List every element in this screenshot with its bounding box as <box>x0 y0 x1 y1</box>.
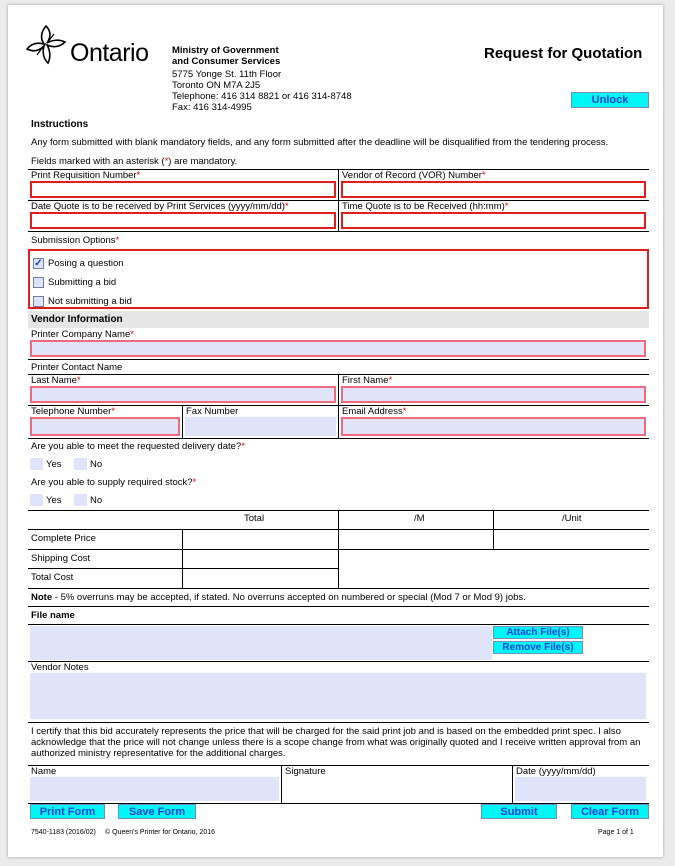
not-submitting-bid-label: Not submitting a bid <box>48 296 132 307</box>
page-number: Page 1 of 1 <box>598 829 634 836</box>
attach-files-button[interactable]: Attach File(s) <box>493 626 583 639</box>
delivery-yes-label: Yes <box>46 459 62 470</box>
complete-price-label: Complete Price <box>31 533 96 544</box>
vor-number-label: Vendor of Record (VOR) Number* <box>342 170 486 181</box>
form-number: 7540-1183 (2016/02) <box>31 829 96 836</box>
logo-wordmark: Ontario <box>70 39 149 67</box>
file-name-label: File name <box>31 610 75 621</box>
telephone-label: Telephone Number* <box>31 406 115 417</box>
date-quote-label: Date Quote is to be received by Print Services (yyyy/mm/dd)* <box>31 201 289 212</box>
fax-line: Fax: 416 314-4995 <box>172 102 252 113</box>
submission-options-label: Submission Options* <box>31 235 120 246</box>
email-label: Email Address* <box>342 406 407 417</box>
page-title: Request for Quotation <box>484 45 643 62</box>
stock-yes-checkbox[interactable] <box>30 494 43 506</box>
time-quote-input[interactable] <box>341 212 646 229</box>
save-form-button[interactable]: Save Form <box>118 804 196 819</box>
pricing-header-total: Total <box>244 513 265 524</box>
time-quote-label: Time Quote is to be Received (hh:mm)* <box>342 201 509 212</box>
form-page <box>8 5 663 857</box>
print-requisition-input[interactable] <box>30 181 336 198</box>
last-name-label: Last Name* <box>31 375 81 386</box>
pricing-header-per-unit: /Unit <box>562 513 582 524</box>
email-input[interactable] <box>341 417 646 436</box>
vendor-notes-textarea[interactable] <box>30 673 646 719</box>
delivery-yes-checkbox[interactable] <box>30 458 43 470</box>
vendor-section-header <box>28 311 649 328</box>
submission-options-group <box>28 249 649 309</box>
submitting-bid-label: Submitting a bid <box>48 277 117 288</box>
telephone-line: Telephone: 416 314 8821 or 416 314-8748 <box>172 91 352 102</box>
shipping-cost-label: Shipping Cost <box>31 553 91 564</box>
fax-input[interactable] <box>185 417 336 436</box>
ministry-line-2: and Consumer Services <box>172 56 281 67</box>
not-submitting-bid-checkbox[interactable] <box>33 296 44 307</box>
mandatory-note: Fields marked with an asterisk (*) are mandatory. <box>31 156 238 167</box>
company-name-input[interactable] <box>30 340 646 357</box>
print-requisition-label: Print Requisition Number* <box>31 170 141 181</box>
pricing-header-per-m: /M <box>414 513 425 524</box>
address-line-2: Toronto ON M7A 2J5 <box>172 80 261 91</box>
total-cost-label: Total Cost <box>31 572 74 583</box>
vendor-notes-label: Vendor Notes <box>31 662 89 673</box>
stock-no-checkbox[interactable] <box>74 494 87 506</box>
vendor-section-title: Vendor Information <box>31 314 123 325</box>
signature-label: Signature <box>285 766 326 777</box>
posing-question-label: Posing a question <box>48 258 124 269</box>
ministry-line-1: Ministry of Government <box>172 45 279 56</box>
delivery-no-checkbox[interactable] <box>74 458 87 470</box>
date-signed-input[interactable] <box>515 777 646 801</box>
certification-text: I certify that this bid accurately represents the price that will be charged for the said print job and is based on the embedded print spec. I also acknowledge that the price will not change unless there is a scope change from what was originally quoted and I receive written approval from an authorized ministry representative for the additional charges. <box>31 726 641 759</box>
instructions-heading: Instructions <box>31 119 89 130</box>
submitting-bid-checkbox[interactable] <box>33 277 44 288</box>
stock-question: Are you able to supply required stock?* <box>31 477 197 488</box>
company-name-label: Printer Company Name* <box>31 329 134 340</box>
stock-no-label: No <box>90 495 103 506</box>
file-name-field[interactable] <box>30 626 492 660</box>
instructions-text: Any form submitted with blank mandatory fields, and any form submitted after the deadline will be disqualified from the tendering process. <box>31 137 609 148</box>
contact-name-label: Printer Contact Name <box>31 362 123 373</box>
posing-question-checkbox[interactable]: ✓ <box>34 258 43 269</box>
fax-label: Fax Number <box>186 406 239 417</box>
unlock-button[interactable]: Unlock <box>571 92 649 108</box>
delivery-no-label: No <box>90 459 103 470</box>
vor-number-input[interactable] <box>341 181 646 198</box>
last-name-input[interactable] <box>30 386 336 403</box>
copyright: © Queen's Printer for Ontario, 2016 <box>105 829 215 836</box>
telephone-input[interactable] <box>30 417 180 436</box>
name-label: Name <box>31 766 57 777</box>
date-signed-label: Date (yyyy/mm/dd) <box>516 766 596 777</box>
first-name-input[interactable] <box>341 386 646 403</box>
delivery-question: Are you able to meet the requested delivery date?* <box>31 441 245 452</box>
date-quote-input[interactable] <box>30 212 336 229</box>
submit-button[interactable]: Submit <box>481 804 557 819</box>
overrun-note: Note - 5% overruns may be accepted, if stated. No overruns accepted on numbered or special (Mod 7 or Mod 9) jobs. <box>31 592 526 603</box>
remove-files-button[interactable]: Remove File(s) <box>493 641 583 654</box>
print-form-button[interactable]: Print Form <box>30 804 105 819</box>
name-input[interactable] <box>30 777 279 801</box>
trillium-logo-icon <box>24 22 68 66</box>
first-name-label: First Name* <box>342 375 393 386</box>
address-line-1: 5775 Yonge St. 11th Floor <box>172 69 282 80</box>
clear-form-button[interactable]: Clear Form <box>571 804 649 819</box>
stock-yes-label: Yes <box>46 495 62 506</box>
